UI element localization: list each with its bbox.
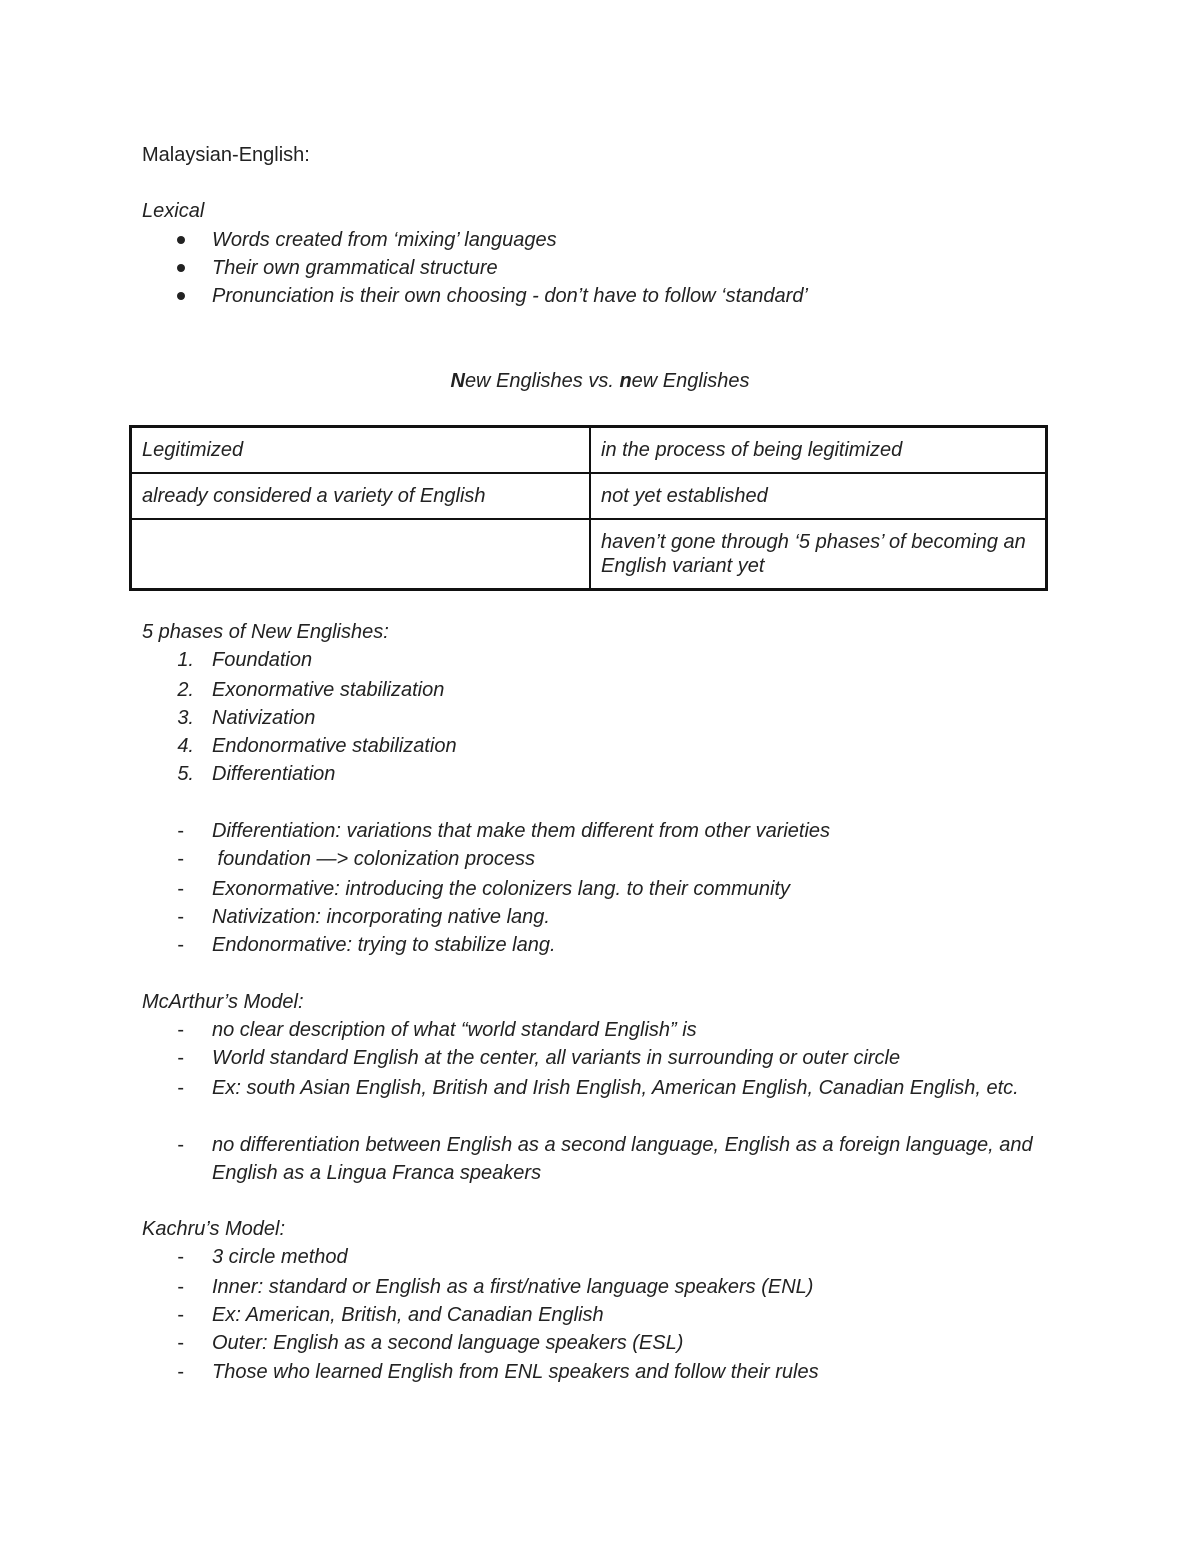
list-item-text: Those who learned English from ENL speakers and follow their rules bbox=[212, 1361, 819, 1383]
list-item-text: Exonormative: introducing the colonizers lang. to their community bbox=[212, 878, 791, 900]
kachru-heading: Kachru’s Model: bbox=[142, 1218, 286, 1240]
document-title: Malaysian-English: bbox=[142, 144, 310, 166]
list-item-text: Words created from ‘mixing’ languages bbox=[212, 229, 557, 251]
list-item-text: 3 circle method bbox=[212, 1246, 348, 1268]
comparison-title bbox=[0, 369, 1200, 393]
list-number: 1. bbox=[177, 649, 194, 671]
list-number: 3. bbox=[177, 707, 194, 729]
mcarthur-heading: McArthur’s Model: bbox=[142, 991, 304, 1013]
table-cell: in the process of being legitimized bbox=[590, 427, 1047, 474]
list-item-text: Differentiation bbox=[212, 763, 336, 785]
title-letter: N bbox=[450, 370, 465, 392]
list-item-text: Endonormative: trying to stabilize lang. bbox=[212, 934, 556, 956]
list-item-text: Inner: standard or English as a first/native language speakers (ENL) bbox=[212, 1276, 814, 1298]
table-cell: not yet established bbox=[590, 473, 1047, 519]
table-cell: haven’t gone through ‘5 phases’ of becoming an English variant yet bbox=[590, 519, 1047, 590]
list-item-text: Ex: American, British, and Canadian English bbox=[212, 1304, 604, 1326]
dash-marker: - bbox=[177, 1246, 184, 1268]
dash-marker: - bbox=[177, 1276, 184, 1298]
phases-heading: 5 phases of New Englishes: bbox=[142, 621, 389, 643]
dash-marker: - bbox=[177, 1361, 184, 1383]
title-segment: ew Englishes bbox=[631, 370, 750, 392]
dash-marker: - bbox=[177, 1047, 184, 1069]
lexical-heading: Lexical bbox=[142, 200, 205, 222]
dash-marker: - bbox=[177, 1019, 184, 1041]
dash-marker: - bbox=[177, 1134, 184, 1156]
dash-marker: - bbox=[177, 1077, 184, 1099]
list-item-text: Outer: English as a second language speakers (ESL) bbox=[212, 1332, 684, 1354]
list-item-text: Their own grammatical structure bbox=[212, 257, 498, 279]
comparison-table bbox=[129, 425, 1048, 591]
title-segment: ew Englishes vs. bbox=[464, 370, 620, 392]
table-row bbox=[131, 473, 1047, 519]
dash-marker: - bbox=[177, 1304, 184, 1326]
list-item-text: Nativization bbox=[212, 707, 316, 729]
dash-marker: - bbox=[177, 878, 184, 900]
table-cell: Legitimized bbox=[131, 427, 591, 474]
table-row bbox=[131, 427, 1047, 474]
list-item-text: World standard English at the center, all variants in surrounding or outer circle bbox=[212, 1047, 901, 1069]
list-number: 5. bbox=[177, 763, 194, 785]
list-number: 2. bbox=[177, 679, 194, 701]
list-item-text: Differentiation: variations that make them different from other varieties bbox=[212, 820, 831, 842]
list-number: 4. bbox=[177, 735, 194, 757]
list-item-text: foundation —> colonization process bbox=[212, 848, 535, 870]
dash-marker: - bbox=[177, 848, 184, 870]
list-item-text: Ex: south Asian English, British and Irish English, American English, Canadian English, etc. bbox=[212, 1077, 1019, 1099]
list-item-text: Exonormative stabilization bbox=[212, 679, 445, 701]
list-item-text: no differentiation between English as a second language, English as a foreign language, and English as a Lingua Franca speakers bbox=[212, 1134, 1033, 1184]
list-item-text: no clear description of what “world standard English” is bbox=[212, 1019, 697, 1041]
dash-marker: - bbox=[177, 934, 184, 956]
bullet-icon bbox=[177, 292, 185, 300]
list-item-text: Nativization: incorporating native lang. bbox=[212, 906, 550, 928]
table-cell: already considered a variety of English bbox=[131, 473, 591, 519]
bullet-icon bbox=[177, 264, 185, 272]
list-item-text: Foundation bbox=[212, 649, 313, 671]
dash-marker: - bbox=[177, 1332, 184, 1354]
bullet-icon bbox=[177, 236, 185, 244]
list-item-text: Pronunciation is their own choosing - don’t have to follow ‘standard’ bbox=[212, 285, 808, 307]
title-letter: n bbox=[619, 370, 632, 392]
dash-marker: - bbox=[177, 820, 184, 842]
table-row bbox=[131, 519, 1047, 590]
dash-marker: - bbox=[177, 906, 184, 928]
table-cell bbox=[131, 519, 591, 590]
list-item-text: Endonormative stabilization bbox=[212, 735, 457, 757]
